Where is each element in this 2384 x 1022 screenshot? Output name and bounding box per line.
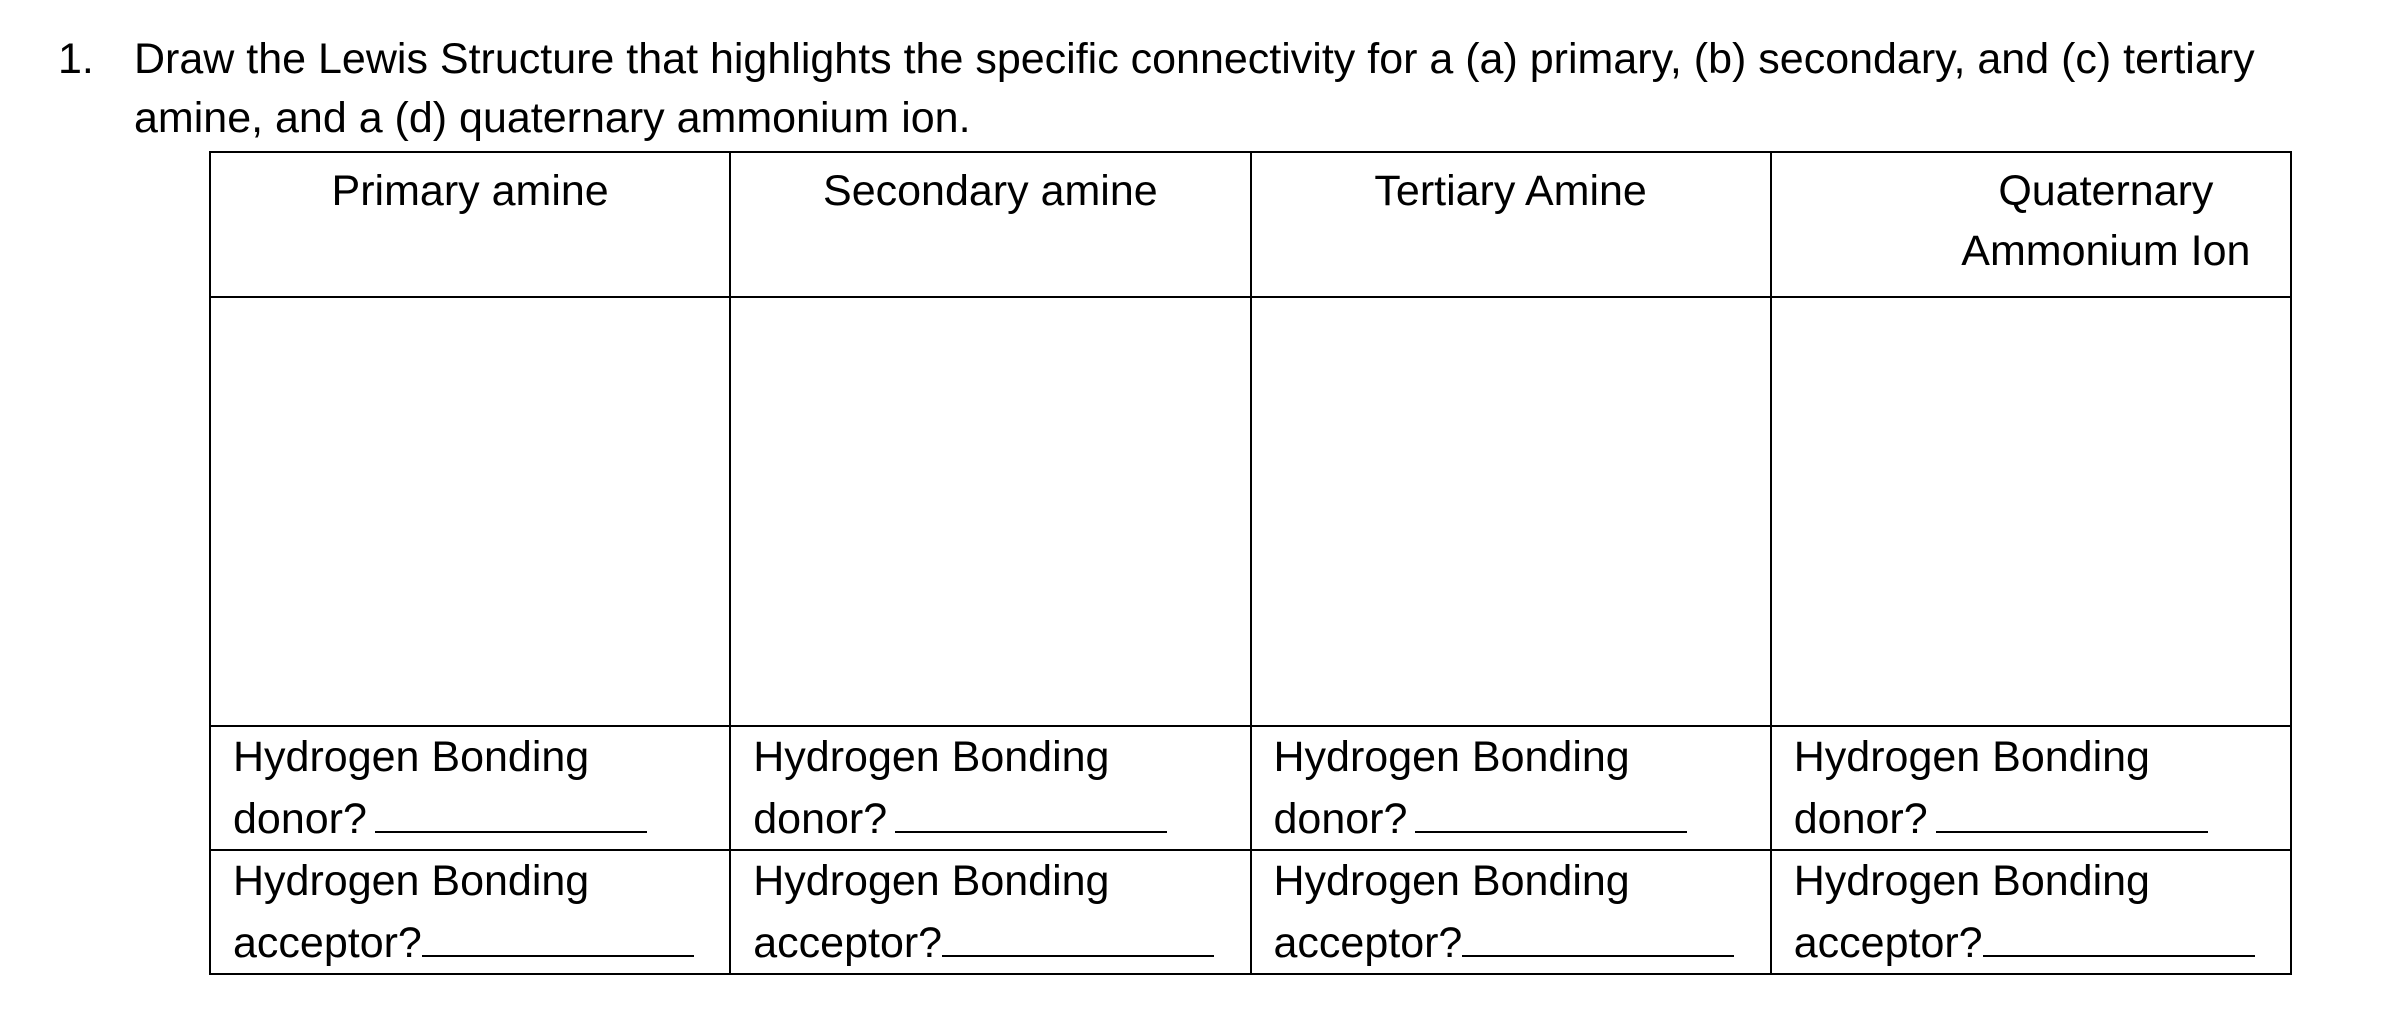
donor-answer-blank[interactable]: [375, 787, 647, 833]
donor-answer-blank[interactable]: [895, 787, 1167, 833]
donor-label-line2: donor?: [233, 795, 367, 843]
acceptor-answer-blank[interactable]: [1983, 911, 2255, 957]
question-text: Draw the Lewis Structure that highlights the specific connectivity for a (a) primary, (b) secondary, and (c) tertiary amine, and a (d) quaternary ammonium ion.: [134, 35, 2255, 142]
drawing-area-quaternary[interactable]: [1771, 297, 2291, 726]
amine-worksheet-table: [209, 151, 2292, 975]
donor-cell-tertiary: [1251, 726, 1771, 850]
donor-label-line1: Hydrogen Bonding: [233, 733, 590, 781]
acceptor-label-line1: Hydrogen Bonding: [233, 857, 590, 905]
acceptor-label-line1: Hydrogen Bonding: [753, 857, 1110, 905]
donor-label-line2: donor?: [1793, 795, 1928, 843]
acceptor-row: [210, 850, 2291, 974]
acceptor-label-line2: acceptor?: [233, 919, 422, 967]
donor-label-line2: donor?: [1273, 795, 1408, 843]
header-label: Secondary amine: [823, 167, 1158, 215]
acceptor-label-line1: Hydrogen Bonding: [1793, 857, 2150, 905]
question-number: 1.: [58, 35, 94, 83]
header-tertiary-amine: [1251, 152, 1771, 297]
donor-answer-blank[interactable]: [1415, 787, 1687, 833]
header-label: Primary amine: [331, 167, 609, 215]
acceptor-cell-primary: [210, 850, 730, 974]
acceptor-cell-quaternary: [1771, 850, 2291, 974]
acceptor-label-line2: acceptor?: [1793, 919, 1983, 967]
donor-row: [210, 726, 2291, 850]
acceptor-answer-blank[interactable]: [1462, 911, 1734, 957]
acceptor-answer-blank[interactable]: [942, 911, 1214, 957]
drawing-area-secondary[interactable]: [730, 297, 1250, 726]
donor-label-line1: Hydrogen Bonding: [1273, 733, 1630, 781]
drawing-row: [210, 297, 2291, 726]
header-primary-amine: [210, 152, 730, 297]
donor-cell-quaternary: [1771, 726, 2291, 850]
donor-cell-secondary: [730, 726, 1250, 850]
header-label: Tertiary Amine: [1374, 167, 1647, 215]
donor-label-line2: donor?: [753, 795, 888, 843]
drawing-area-primary[interactable]: [210, 297, 730, 726]
header-label: Quaternary Ammonium Ion: [1961, 167, 2251, 275]
header-secondary-amine: [730, 152, 1250, 297]
acceptor-cell-tertiary: [1251, 850, 1771, 974]
donor-cell-primary: [210, 726, 730, 850]
donor-answer-blank[interactable]: [1936, 787, 2208, 833]
acceptor-label-line2: acceptor?: [1273, 919, 1463, 967]
header-quaternary-ammonium-ion: [1771, 152, 2291, 297]
acceptor-cell-secondary: [730, 850, 1250, 974]
header-row: [210, 152, 2291, 297]
donor-label-line1: Hydrogen Bonding: [753, 733, 1110, 781]
drawing-area-tertiary[interactable]: [1251, 297, 1771, 726]
donor-label-line1: Hydrogen Bonding: [1793, 733, 2150, 781]
acceptor-answer-blank[interactable]: [422, 911, 694, 957]
acceptor-label-line1: Hydrogen Bonding: [1273, 857, 1630, 905]
acceptor-label-line2: acceptor?: [753, 919, 943, 967]
